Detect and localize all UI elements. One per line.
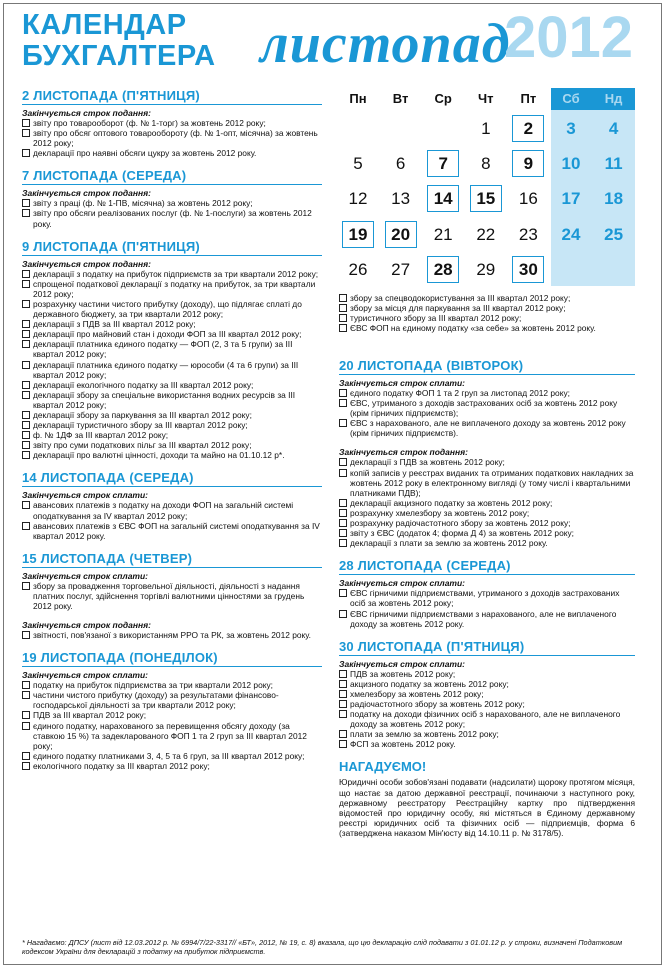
- checkbox[interactable]: [22, 631, 30, 639]
- checklist-item: [22, 450, 322, 460]
- item-text: декларації туристичного збору за III квартал 2012 року;: [33, 420, 248, 431]
- checklist-item: [22, 440, 322, 450]
- checklist-item: [22, 329, 322, 339]
- day-number: 22: [476, 224, 496, 244]
- checklist-item: [339, 739, 635, 749]
- checkbox[interactable]: [22, 421, 30, 429]
- item-text: декларації платника єдиного податку — ФОП (2, 3 та 5 групи) за III квартал 2012 року;: [33, 339, 293, 360]
- calendar-day[interactable]: [465, 113, 507, 144]
- weekday-header: Вт: [392, 91, 409, 106]
- calendar-title: [22, 10, 216, 72]
- day-number: 2: [523, 119, 534, 138]
- item-text: ЄВС гірничими підприємствами з нарахованого, але не виплаченого доходу за жовтень 2012 року.: [350, 608, 617, 629]
- checklist-item: [22, 279, 322, 299]
- reminder-title: НАГАДУЄМО!: [339, 759, 427, 775]
- item-text: копій записів у реєстрах виданих та отриманих податкових накладних за жовтень 2012 року в електронному вигляді (у тому числі і квартальними платниками ПДВ);: [350, 467, 634, 498]
- checklist-item: [22, 360, 322, 380]
- item-text: спрощеної податкової декларації з податку на прибуток, за три квартали 2012 року;: [33, 278, 316, 299]
- checklist-item: [339, 323, 635, 333]
- day-number: 13: [391, 189, 411, 209]
- checkbox[interactable]: [339, 399, 347, 407]
- item-text: збору за спецводокористування за III квартал 2012 року;: [350, 293, 571, 303]
- calendar-day[interactable]: [507, 113, 549, 144]
- calendar-day[interactable]: [337, 219, 379, 250]
- deadline-section: [22, 470, 322, 540]
- checkbox[interactable]: [339, 740, 347, 748]
- day-number: 20: [391, 224, 411, 244]
- day-number: 18: [604, 189, 624, 209]
- calendar-day[interactable]: [380, 254, 422, 285]
- group-subtitle: Закінчується строк сплати:: [22, 570, 149, 581]
- checkbox[interactable]: [22, 149, 30, 157]
- day-number: 9: [523, 154, 534, 174]
- month-calendar: [337, 88, 635, 286]
- calendar-day[interactable]: [380, 148, 422, 179]
- group-spacer: [339, 438, 635, 447]
- calendar-day[interactable]: [507, 148, 549, 179]
- item-text: звіту з праці (ф. № 1-ПВ, місячна) за жовтень 2012 року;: [33, 198, 253, 209]
- item-text: розрахунку частини чистого прибутку (доходу), що підлягає сплаті до державного бюджету, за три квартали 2012 року;: [33, 298, 302, 320]
- checkbox[interactable]: [22, 340, 30, 348]
- section-date-title: 15 ЛИСТОПАДА (ЧЕТВЕР): [22, 551, 322, 568]
- title-line-2: БУХГАЛТЕРА: [22, 40, 216, 72]
- checklist-item: [339, 679, 635, 689]
- checkbox[interactable]: [339, 700, 347, 708]
- item-text: декларації з ПДВ за жовтень 2012 року;: [350, 457, 505, 468]
- checkbox[interactable]: [339, 469, 347, 477]
- section-date-title: 28 ЛИСТОПАДА (СЕРЕДА): [339, 558, 635, 575]
- calendar-day[interactable]: [465, 183, 507, 214]
- deadline-section: [339, 639, 635, 750]
- checklist-item: [339, 709, 635, 729]
- item-text: збору за провадження торговельної діяльності, діяльності з надання платних послуг, здійснення торгівлі валютними цінностями за грудень 2012 року.: [33, 580, 305, 611]
- calendar-day[interactable]: [550, 148, 592, 179]
- checklist-item: [22, 630, 322, 640]
- checklist-item: [339, 528, 635, 538]
- item-text: єдиного податку платниками 3, 4, 5 та 6 груп, за III квартал 2012 року;: [33, 750, 305, 761]
- checklist-item: [22, 430, 322, 440]
- item-text: декларації збору за паркування за III квартал 2012 року;: [33, 409, 252, 420]
- checklist-item: [22, 269, 322, 279]
- deadline-section: [22, 88, 322, 158]
- checklist-item: [339, 588, 635, 608]
- deadline-section: [339, 358, 635, 548]
- checklist-item: [339, 498, 635, 508]
- item-text: декларації з плати за землю за жовтень 2012 року.: [350, 538, 548, 549]
- calendar-day[interactable]: [550, 113, 592, 144]
- checklist-item: [339, 538, 635, 548]
- checkbox[interactable]: [22, 129, 30, 137]
- checkbox[interactable]: [22, 270, 30, 278]
- checklist-item: [22, 380, 322, 390]
- calendar-day[interactable]: [422, 148, 464, 179]
- checkbox[interactable]: [22, 411, 30, 419]
- item-text: декларації про майновий стан і доходи ФОП за III квартал 2012 року;: [33, 329, 302, 340]
- day-number: 4: [608, 119, 619, 138]
- calendar-day[interactable]: [507, 219, 549, 250]
- day-number: 27: [391, 259, 411, 279]
- checklist-item: [339, 418, 635, 438]
- checklist-item: [339, 468, 635, 498]
- checklist-item: [22, 339, 322, 359]
- calendar-day[interactable]: [337, 254, 379, 285]
- section-date-title: 30 ЛИСТОПАДА (П'ЯТНИЦЯ): [339, 639, 635, 656]
- checklist-item: [339, 729, 635, 739]
- checklist-item: [22, 761, 322, 771]
- checklist-item: [22, 390, 322, 410]
- item-text: єдиного податку ФОП 1 та 2 груп за листопад 2012 року;: [350, 388, 570, 398]
- title-line-1: КАЛЕНДАР: [22, 9, 187, 41]
- checklist-item: [339, 398, 635, 418]
- checkbox[interactable]: [22, 361, 30, 369]
- item-text: авансових платежів з ЄВС ФОП на загальній системі оподаткування за IV квартал 2012 року.: [33, 520, 320, 541]
- checklist-item: [22, 118, 322, 128]
- weekday-header: Пт: [520, 91, 537, 106]
- day-number: 19: [348, 224, 368, 244]
- item-text: декларації збору за спеціальне використання водних ресурсів за III квартал 2012 року;: [33, 389, 296, 410]
- calendar-day[interactable]: [422, 254, 464, 285]
- year-title: 2012: [504, 5, 634, 70]
- checkbox[interactable]: [339, 539, 347, 547]
- weekday-header: Ср: [434, 91, 452, 106]
- checkbox[interactable]: [339, 294, 347, 302]
- item-text: ЄВС гірничими підприємствами, утриманого з доходів застрахованих осіб за жовтень 2012 року;: [350, 588, 620, 609]
- group-subtitle: Закінчується строк сплати:: [339, 578, 466, 589]
- checkbox[interactable]: [22, 441, 30, 449]
- checklist-item: [22, 148, 322, 158]
- day-number: 28: [433, 259, 453, 279]
- calendar-day[interactable]: [422, 219, 464, 250]
- checklist-item: [339, 669, 635, 679]
- item-text: декларації акцизного податку за жовтень 2012 року;: [350, 497, 553, 508]
- day-number: 26: [348, 259, 368, 279]
- checkbox[interactable]: [339, 519, 347, 527]
- checkbox[interactable]: [339, 419, 347, 427]
- calendar-day[interactable]: [593, 113, 635, 144]
- deadline-section: [22, 650, 322, 771]
- item-text: податку на доходи фізичних осіб з нарахованого, але не виплаченого доходу за жовтень 2012 року;: [350, 709, 621, 730]
- day-number: 10: [561, 154, 581, 174]
- checkbox[interactable]: [22, 501, 30, 509]
- item-text: розрахунку хмелезбору за жовтень 2012 року;: [350, 507, 530, 518]
- checkbox[interactable]: [22, 209, 30, 217]
- checkbox[interactable]: [22, 582, 30, 590]
- checklist-item: [339, 518, 635, 528]
- group-subtitle: Закінчується строк подання:: [22, 620, 151, 631]
- checkbox[interactable]: [22, 711, 30, 719]
- checkbox[interactable]: [339, 314, 347, 322]
- right-continuation: [339, 293, 635, 333]
- group-subtitle: Закінчується строк сплати:: [339, 378, 466, 388]
- section-date-title: 20 ЛИСТОПАДА (ВІВТОРОК): [339, 358, 635, 375]
- group-subtitle: Закінчується строк сплати:: [22, 490, 149, 501]
- group-subtitle: Закінчується строк подання:: [339, 447, 468, 458]
- checkbox[interactable]: [22, 320, 30, 328]
- checklist-item: [339, 303, 635, 313]
- day-number: 14: [433, 189, 453, 209]
- item-text: декларації з податку на прибуток підприємств за три квартали 2012 року;: [33, 268, 319, 279]
- checklist-item: [22, 690, 322, 710]
- checkbox[interactable]: [22, 522, 30, 530]
- checklist-item: [339, 313, 635, 323]
- checkbox[interactable]: [339, 589, 347, 597]
- item-text: ф. № 1ДФ за III квартал 2012 року;: [33, 430, 169, 441]
- group-subtitle: Закінчується строк подання:: [22, 188, 151, 199]
- day-number: 11: [604, 154, 623, 174]
- item-text: авансових платежів з податку на доходи ФОП на загальній системі оподаткування за IV квартал 2012 року;: [33, 500, 294, 521]
- item-text: хмелезбору за жовтень 2012 року;: [350, 688, 484, 699]
- section-date-title: 7 ЛИСТОПАДА (СЕРЕДА): [22, 168, 322, 185]
- checklist-item: [22, 751, 322, 761]
- calendar-day[interactable]: [593, 148, 635, 179]
- checkbox[interactable]: [339, 680, 347, 688]
- checklist-item: [339, 388, 635, 398]
- calendar-day[interactable]: [337, 148, 379, 179]
- day-number: 24: [561, 224, 581, 244]
- day-number: 8: [481, 154, 491, 174]
- calendar-day[interactable]: [337, 183, 379, 214]
- day-number: 30: [518, 259, 538, 279]
- checkbox[interactable]: [22, 381, 30, 389]
- checklist-item: [22, 319, 322, 329]
- weekday-header: Нд: [604, 91, 623, 106]
- item-text: звіту про обсяг оптового товарообороту (ф. № 1-опт, місячна) за жовтень 2012 року;: [33, 128, 318, 149]
- deadline-section: [22, 551, 322, 640]
- day-number: 17: [561, 189, 581, 209]
- calendar-day[interactable]: [465, 254, 507, 285]
- checkbox[interactable]: [339, 610, 347, 618]
- calendar-day[interactable]: [550, 219, 592, 250]
- section-date-title: 14 ЛИСТОПАДА (СЕРЕДА): [22, 470, 322, 487]
- checklist-item: [22, 208, 322, 228]
- item-text: декларації з ПДВ за III квартал 2012 року;: [33, 319, 196, 330]
- checkbox[interactable]: [339, 529, 347, 537]
- calendar-day[interactable]: [380, 183, 422, 214]
- checkbox[interactable]: [22, 722, 30, 730]
- calendar-day[interactable]: [593, 183, 635, 214]
- calendar-day[interactable]: [507, 183, 549, 214]
- group-subtitle: Закінчується строк сплати:: [339, 658, 466, 669]
- checkbox[interactable]: [339, 304, 347, 312]
- checklist-item: [339, 699, 635, 709]
- weekday-header: Чт: [478, 91, 494, 106]
- section-date-title: 19 ЛИСТОПАДА (ПОНЕДІЛОК): [22, 650, 322, 667]
- calendar-day[interactable]: [380, 219, 422, 250]
- checklist-item: [22, 420, 322, 430]
- checkbox[interactable]: [22, 300, 30, 308]
- group-subtitle: Закінчується строк подання:: [22, 108, 151, 118]
- checklist-item: [22, 721, 322, 751]
- item-text: ЄВС ФОП на єдиному податку «за себе» за жовтень 2012 року.: [350, 323, 596, 334]
- checkbox[interactable]: [22, 681, 30, 689]
- checklist-item: [22, 198, 322, 208]
- checklist-item: [22, 680, 322, 690]
- item-text: ПДВ за жовтень 2012 року;: [350, 668, 456, 679]
- deadline-section: [339, 558, 635, 628]
- checklist-item: [22, 410, 322, 420]
- calendar-day[interactable]: [465, 148, 507, 179]
- checklist-item: [339, 609, 635, 629]
- checkbox[interactable]: [22, 119, 30, 127]
- item-text: плати за землю за жовтень 2012 року;: [350, 729, 499, 740]
- day-number: 5: [353, 154, 363, 174]
- weekday-header: Пн: [349, 91, 367, 106]
- item-text: декларації про валютні цінності, доходи та майно на 01.10.12 р*.: [33, 450, 285, 461]
- group-spacer: [22, 611, 322, 620]
- checkbox[interactable]: [22, 391, 30, 399]
- item-text: збору за місця для паркування за III квартал 2012 року;: [350, 303, 566, 314]
- item-text: декларації платника єдиного податку — юрособи (4 та 6 групи) за III квартал 2012 року;: [33, 359, 299, 380]
- group-subtitle: Закінчується строк подання:: [22, 258, 151, 269]
- month-title: листопад: [260, 13, 511, 75]
- checkbox[interactable]: [22, 280, 30, 288]
- item-text: звіту про обсяги реалізованих послуг (ф. № 1-послуги) за жовтень 2012 року.: [33, 208, 312, 229]
- checkbox[interactable]: [22, 451, 30, 459]
- checkbox[interactable]: [339, 324, 347, 332]
- checkbox[interactable]: [22, 762, 30, 770]
- footnote: * Нагадаємо: ДПСУ (лист від 12.03.2012 р. № 6994/7/22-3317// «БТ», 2012, № 19, с. 8) вказала, що цю декларацію слід подавати з 01.01.12 р. у строки, визначені Податковим кодексом України для декларацій з податку на прибуток підприємств.: [22, 938, 623, 956]
- checklist-item: [22, 710, 322, 720]
- day-number: 3: [566, 119, 576, 138]
- calendar-day[interactable]: [507, 254, 549, 285]
- group-subtitle: Закінчується строк сплати:: [22, 670, 149, 681]
- item-text: звіту про товарооборот (ф. № 1-торг) за жовтень 2012 року;: [33, 118, 266, 128]
- day-number: 21: [433, 224, 453, 244]
- checklist-item: [339, 457, 635, 467]
- item-text: розрахунку радіочастотного збору за жовтень 2012 року;: [350, 518, 571, 529]
- item-text: ФСП за жовтень 2012 року.: [350, 739, 456, 750]
- item-text: звітності, пов'язаної з використанням РРО та РК, за жовтень 2012 року.: [33, 630, 311, 641]
- item-text: радіочастотного збору за жовтень 2012 року;: [350, 698, 525, 709]
- checklist-item: [339, 508, 635, 518]
- day-number: 15: [476, 189, 496, 209]
- item-text: єдиного податку, нарахованого за перевищення обсягу доходу (за ставкою 15 %) та задекларованого ФОП 1 та 2 груп за III квартал 2012 року;: [33, 720, 307, 751]
- item-text: частини чистого прибутку (доходу) за результатами фінансово-господарської діяльності за три квартали 2012 року;: [33, 690, 279, 711]
- day-number: 23: [518, 224, 538, 244]
- day-number: 25: [604, 224, 624, 244]
- checkbox[interactable]: [22, 752, 30, 760]
- item-text: звіту про суми податкових пільг за III квартал 2012 року;: [33, 440, 252, 451]
- section-date-title: 2 ЛИСТОПАДА (П'ЯТНИЦЯ): [22, 88, 322, 105]
- checkbox[interactable]: [22, 330, 30, 338]
- calendar-day[interactable]: [422, 183, 464, 214]
- weekday-header: Сб: [562, 91, 580, 106]
- reminder-text: Юридичні особи зобов'язані подавати (надсилати) щороку протягом місяця, що настає за датою державної реєстрації, починаючи з наступного року, державному реєстратору Реєстраційну картку про підтвердження відомостей про юридичну особу, які містяться в Єдиному державному реєстрі юридичних осіб та фізичних осіб — підприємців, форма 6 (затверджена наказом Мін'юсту від 14.10.11 р. № 3178/5).: [339, 777, 635, 838]
- calendar-day[interactable]: [465, 219, 507, 250]
- checkbox[interactable]: [339, 710, 347, 718]
- calendar-day[interactable]: [550, 183, 592, 214]
- checklist-item: [22, 299, 322, 319]
- checklist-item: [22, 581, 322, 611]
- checkbox[interactable]: [22, 431, 30, 439]
- item-text: ЄВС з нарахованого, але не виплаченого доходу за жовтень 2012 року (крім гірничих підприємств).: [350, 418, 626, 439]
- checklist-item: [339, 689, 635, 699]
- item-text: декларації екологічного податку за III квартал 2012 року;: [33, 379, 254, 390]
- day-number: 29: [476, 259, 496, 279]
- item-text: ЄВС, утриманого з доходів застрахованих осіб за жовтень 2012 року (крім гірничих підприємств);: [350, 398, 618, 419]
- day-number: 1: [481, 119, 491, 138]
- checkbox[interactable]: [339, 690, 347, 698]
- reminder-block: [339, 759, 635, 838]
- deadline-section: [22, 168, 322, 228]
- checkbox[interactable]: [22, 199, 30, 207]
- checklist-item: [22, 128, 322, 148]
- checkbox[interactable]: [22, 691, 30, 699]
- checklist-item: [339, 293, 635, 303]
- calendar-day[interactable]: [593, 219, 635, 250]
- checkbox[interactable]: [339, 389, 347, 397]
- checklist-item: [22, 500, 322, 520]
- item-text: декларації про наявні обсяги цукру за жовтень 2012 року.: [33, 148, 257, 159]
- checkbox[interactable]: [339, 670, 347, 678]
- day-number: 16: [518, 189, 538, 209]
- section-date-title: 9 ЛИСТОПАДА (П'ЯТНИЦЯ): [22, 239, 322, 256]
- item-text: екологічного податку за III квартал 2012 року;: [33, 760, 210, 771]
- checkbox[interactable]: [339, 499, 347, 507]
- deadline-section: [22, 239, 322, 461]
- left-column: [22, 88, 322, 781]
- item-text: податку на прибуток підприємства за три квартали 2012 року;: [33, 680, 274, 691]
- checkbox[interactable]: [339, 509, 347, 517]
- right-column: [339, 358, 635, 848]
- day-number: 6: [395, 154, 406, 174]
- item-text: туристичного збору за III квартал 2012 року;: [350, 313, 522, 324]
- item-text: акцизного податку за жовтень 2012 року;: [350, 678, 509, 689]
- day-number: 7: [438, 154, 448, 174]
- checklist-item: [22, 521, 322, 541]
- item-text: ПДВ за III квартал 2012 року;: [33, 710, 147, 721]
- day-number: 12: [348, 189, 368, 209]
- checkbox[interactable]: [339, 730, 347, 738]
- item-text: звіту з ЄВС (додаток 4; форма Д 4) за жовтень 2012 року;: [350, 528, 575, 539]
- checkbox[interactable]: [339, 458, 347, 466]
